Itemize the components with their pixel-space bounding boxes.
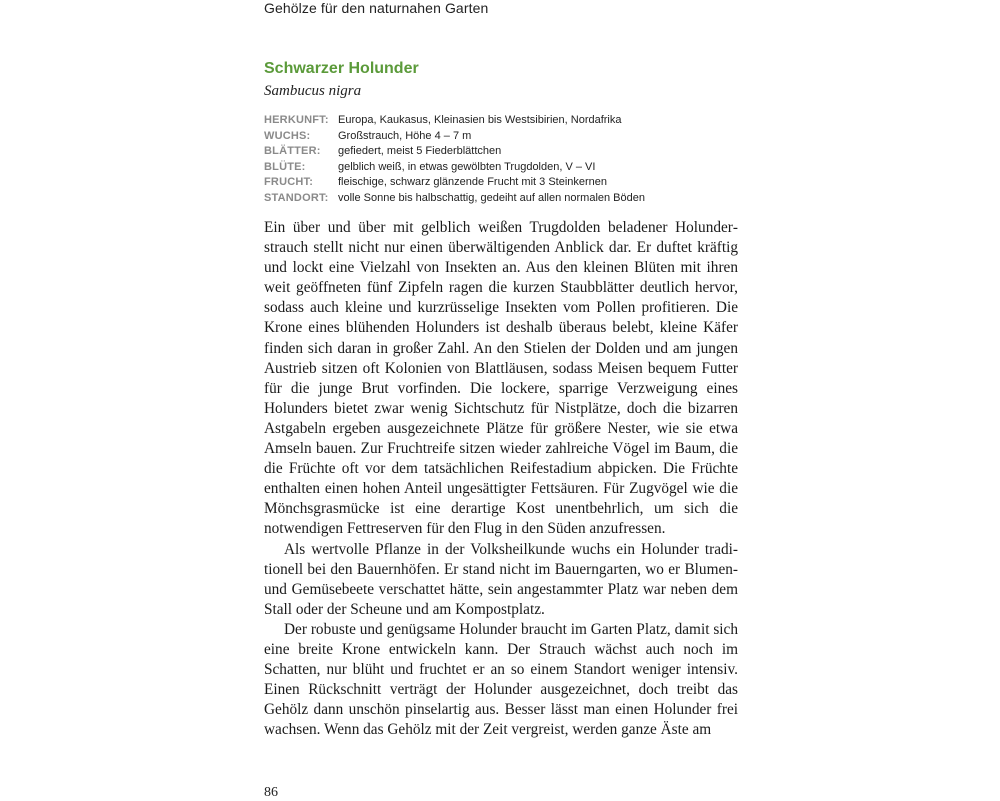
- fact-row-frucht: [264, 175, 744, 191]
- page-number: 86: [264, 785, 278, 800]
- fact-row-blaetter: [264, 144, 744, 160]
- latin-name: Sambucus nigra: [264, 83, 362, 99]
- fact-row-standort: [264, 191, 744, 207]
- paragraph: Als wertvolle Pflanze in der Volksheilkunde wuchs ein Holunder traditionell bei den Bauernhöfen. Er stand nicht im Bauerngarten, wo er Blumen- und Gemüsebeete verschattet hätte, sein angestammter Platz war neben dem Stall oder der Scheune und am Kompostplatz.: [264, 540, 738, 618]
- paragraph: Ein über und über mit gelblich weißen Trugdolden beladener Holunderstrauch stellt nicht nur einen überwältigenden Anblick dar. Er duftet kräftig und lockt eine Vielzahl von Insekten an. Aus den kleinen Blüten mit ihren weit geöffneten fünf Zipfeln ragen die kurzen Staubblätter deutlich hervor, sodass auch kleine und kurzrüsselige Insekten vom Pollen profitieren. Die Krone eines blühenden Holunders ist deshalb überaus belebt, kleine Käfer finden sich daran in großer Zahl. An den Stielen der Dolden und am jungen Austrieb sitzen oft Kolonien von Blattläusen, sodass Meisen bequem Futter für die junge Brut vorfinden. Die lockere, sparrige Verzweigung eines Holunders bietet zwar wenig Sichtschutz für Nistplätze, doch die bizarren Astgabeln ergeben ausgezeichnete Plätze für größere Nester, wie sie etwa Amseln bauen. Zur Fruchtreife sitzen wieder zahlreiche Vögel im Baum, die die Früchte oft vor dem tatsächlichen Reifestadium abpicken. Die Früchte enthalten einen hohen Anteil ungesättigter Fettsäuren. Für Zugvögel wie die Mönchsgrasmücke ist eine derartige Kost unentbehrlich, um sich die notwendigen Fettreserven für den Flug in den Süden anzufressen.: [264, 219, 738, 538]
- fact-key: WUCHS:: [264, 129, 311, 142]
- fact-value: volle Sonne bis halbschattig, gedeiht auf allen normalen Böden: [338, 191, 645, 204]
- fact-row-bluete: [264, 160, 744, 176]
- fact-value: gefiedert, meist 5 Fiederblättchen: [338, 145, 502, 158]
- paragraph: Der robuste und genügsame Holunder braucht im Garten Platz, damit sich eine breite Krone entwickeln kann. Der Strauch wächst auch noch im Schatten, nur blüht und fruchtet er an so einem Standort weniger intensiv. Einen Rückschnitt verträgt der Holunder ausgezeichnet, doch treibt das Gehölz dann unschön pinselartig aus. Besser lässt man einen Holunder frei wachsen. Wenn das Gehölz mit der Zeit vergreist, werden ganze Äste am: [264, 620, 738, 739]
- running-head: Gehölze für den naturnahen Garten: [264, 0, 489, 16]
- fact-row-herkunft: [264, 113, 744, 129]
- species-title: Schwarzer Holunder: [264, 60, 419, 77]
- fact-key: HERKUNFT:: [264, 114, 329, 126]
- fact-key: STANDORT:: [264, 191, 329, 204]
- fact-table: [264, 113, 744, 207]
- fact-value: gelblich weiß, in etwas gewölbten Trugdolden, V – VI: [338, 160, 596, 173]
- fact-key: FRUCHT:: [264, 176, 314, 189]
- body-text: [264, 218, 738, 740]
- fact-row-wuchs: [264, 129, 744, 145]
- fact-value: fleischige, schwarz glänzende Frucht mit 3 Steinkernen: [338, 176, 608, 189]
- fact-key: BLÜTE:: [264, 160, 306, 173]
- fact-value: Europa, Kaukasus, Kleinasien bis Westsibirien, Nordafrika: [338, 114, 622, 126]
- fact-value: Großstrauch, Höhe 4 – 7 m: [338, 129, 472, 142]
- fact-key: BLÄTTER:: [264, 145, 321, 158]
